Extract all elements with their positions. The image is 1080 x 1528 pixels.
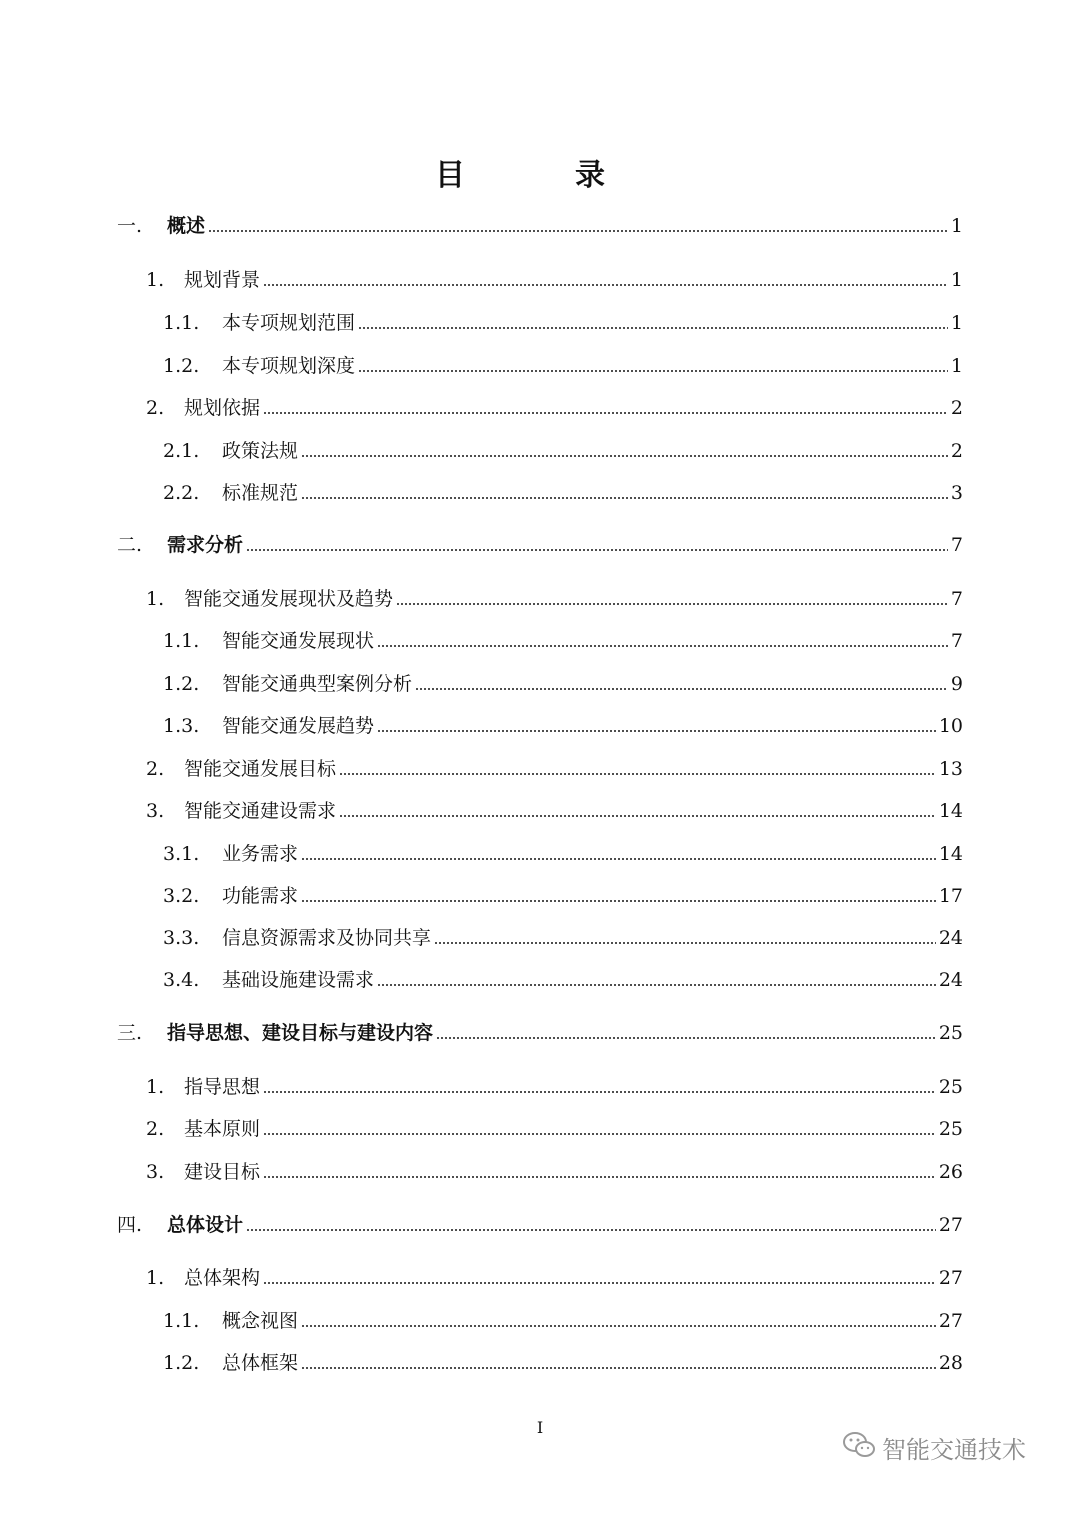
- toc-entry-page: 1: [950, 355, 963, 377]
- toc-entry[interactable]: [146, 1116, 963, 1142]
- toc-entry-number: 3.: [146, 800, 165, 822]
- toc-entry-label: 信息资源需求及协同共享: [222, 927, 432, 949]
- dot-leader: [377, 984, 936, 986]
- toc-entry-page: 2: [950, 397, 963, 419]
- toc-entry-number: 1.: [146, 269, 165, 291]
- toc-entry[interactable]: [163, 628, 963, 654]
- dot-leader: [415, 688, 948, 690]
- watermark: [842, 1430, 1026, 1465]
- dot-leader: [301, 455, 948, 457]
- dot-leader: [263, 412, 948, 414]
- toc-entry-label: 指导思想、建设目标与建设内容: [167, 1022, 434, 1044]
- dot-leader: [208, 230, 948, 232]
- dot-leader: [263, 1133, 936, 1135]
- toc-entry-label: 智能交通建设需求: [184, 800, 337, 822]
- toc-entry-number: 1.3.: [163, 715, 200, 737]
- toc-entry-label: 功能需求: [222, 885, 299, 907]
- toc-entry-number: 2.: [146, 758, 165, 780]
- toc-entry-page: 14: [938, 843, 963, 865]
- toc-entry-number: 三.: [117, 1022, 143, 1044]
- toc-entry-number: 一.: [117, 215, 143, 237]
- toc-entry-page: 10: [938, 715, 963, 737]
- toc-entry-label: 智能交通发展现状及趋势: [184, 588, 394, 610]
- toc-entry-page: 1: [950, 312, 963, 334]
- toc-entry-number: 3.1.: [163, 843, 200, 865]
- toc-entry-page: 3: [950, 482, 963, 504]
- toc-entry-number: 2.: [146, 1118, 165, 1140]
- wechat-icon: [842, 1431, 882, 1465]
- toc-entry-number: 1.: [146, 1076, 165, 1098]
- dot-leader: [434, 942, 936, 944]
- toc-entry[interactable]: [163, 925, 963, 951]
- toc-entry-page: 27: [938, 1310, 963, 1332]
- dot-leader: [339, 815, 936, 817]
- toc-entry-label: 基础设施建设需求: [222, 969, 375, 991]
- toc-entry-number: 3.3.: [163, 927, 200, 949]
- toc-entry[interactable]: [163, 713, 963, 739]
- toc-entry[interactable]: [146, 395, 963, 421]
- toc-entry-number: 2.1.: [163, 440, 200, 462]
- toc-entry[interactable]: [146, 1159, 963, 1185]
- toc-entry-number: 1.2.: [163, 1352, 200, 1374]
- toc-entry[interactable]: [146, 267, 963, 293]
- toc-entry-number: 2.2.: [163, 482, 200, 504]
- toc-entry[interactable]: [117, 1212, 963, 1238]
- toc-entry[interactable]: [163, 671, 963, 697]
- toc-entry[interactable]: [163, 1308, 963, 1334]
- dot-leader: [339, 773, 936, 775]
- toc-entry-label: 智能交通典型案例分析: [222, 673, 413, 695]
- toc-entry-label: 总体架构: [184, 1267, 261, 1289]
- toc-entry-label: 标准规范: [222, 482, 299, 504]
- toc-entry[interactable]: [146, 586, 963, 612]
- dot-leader: [263, 1282, 936, 1284]
- toc-entry-label: 规划背景: [184, 269, 261, 291]
- dot-leader: [377, 730, 936, 732]
- toc-entry-page: 9: [950, 673, 963, 695]
- toc-entry-page: 27: [938, 1214, 963, 1236]
- dot-leader: [263, 1091, 936, 1093]
- dot-leader: [358, 370, 948, 372]
- toc-entry-label: 需求分析: [167, 534, 244, 556]
- toc-entry[interactable]: [163, 438, 963, 464]
- toc-entry-number: 二.: [117, 534, 143, 556]
- toc-entry-label: 智能交通发展目标: [184, 758, 337, 780]
- toc-entry-page: 24: [938, 969, 963, 991]
- toc-entry-label: 总体框架: [222, 1352, 299, 1374]
- watermark-text: 智能交通技术: [882, 1436, 1026, 1464]
- toc-entry-number: 1.: [146, 1267, 165, 1289]
- toc-entry-page: 7: [950, 588, 963, 610]
- toc-entry-label: 智能交通发展现状: [222, 630, 375, 652]
- toc-entry[interactable]: [163, 480, 963, 506]
- toc-entry-page: 14: [938, 800, 963, 822]
- toc-entry[interactable]: [163, 1350, 963, 1376]
- toc-entry[interactable]: [146, 1265, 963, 1291]
- toc-entry-number: 2.: [146, 397, 165, 419]
- toc-entry-page: 17: [938, 885, 963, 907]
- toc-entry-label: 基本原则: [184, 1118, 261, 1140]
- toc-entry-page: 13: [938, 758, 963, 780]
- dot-leader: [301, 1367, 936, 1369]
- toc-entry-page: 7: [950, 630, 963, 652]
- dot-leader: [377, 645, 948, 647]
- toc-entry-label: 智能交通发展趋势: [222, 715, 375, 737]
- toc-entry-label: 政策法规: [222, 440, 299, 462]
- toc-entry-page: 26: [938, 1161, 963, 1183]
- toc-entry-number: 3.4.: [163, 969, 200, 991]
- toc-entry[interactable]: [163, 841, 963, 867]
- toc-entry-number: 1.1.: [163, 630, 200, 652]
- dot-leader: [263, 284, 948, 286]
- toc-entry[interactable]: [163, 310, 963, 336]
- toc-entry[interactable]: [117, 213, 963, 239]
- toc-entry-number: 1.1.: [163, 1310, 200, 1332]
- toc-entry[interactable]: [146, 756, 963, 782]
- toc-entry-number: 3.2.: [163, 885, 200, 907]
- toc-entry-number: 1.2.: [163, 673, 200, 695]
- toc-entry[interactable]: [163, 883, 963, 909]
- toc-entry[interactable]: [117, 1020, 963, 1046]
- toc-entry-page: 1: [950, 215, 963, 237]
- dot-leader: [301, 900, 936, 902]
- toc-title: 目 录: [435, 158, 645, 193]
- toc-entry-page: 25: [938, 1022, 963, 1044]
- toc-entry-label: 本专项规划深度: [222, 355, 356, 377]
- dot-leader: [301, 497, 948, 499]
- toc-entry-label: 本专项规划范围: [222, 312, 356, 334]
- dot-leader: [301, 1325, 936, 1327]
- toc-entry-page: 24: [938, 927, 963, 949]
- toc-entry[interactable]: [146, 1074, 963, 1100]
- dot-leader: [436, 1037, 936, 1039]
- dot-leader: [246, 1229, 936, 1231]
- toc-entry-page: 28: [938, 1352, 963, 1374]
- dot-leader: [246, 549, 948, 551]
- toc-entry-label: 概述: [167, 215, 206, 237]
- toc-entry-label: 总体设计: [167, 1214, 244, 1236]
- toc-entry-number: 3.: [146, 1161, 165, 1183]
- dot-leader: [396, 603, 948, 605]
- toc-entry-label: 概念视图: [222, 1310, 299, 1332]
- toc-entry-number: 1.2.: [163, 355, 200, 377]
- dot-leader: [301, 858, 936, 860]
- toc-entry[interactable]: [117, 532, 963, 558]
- toc-entry-number: 四.: [117, 1214, 143, 1236]
- toc-entry-label: 建设目标: [184, 1161, 261, 1183]
- toc-entry-label: 指导思想: [184, 1076, 261, 1098]
- toc-entry[interactable]: [163, 353, 963, 379]
- toc-entry-page: 2: [950, 440, 963, 462]
- dot-leader: [358, 327, 948, 329]
- toc-entry-label: 规划依据: [184, 397, 261, 419]
- toc-entry-number: 1.1.: [163, 312, 200, 334]
- toc-entry-page: 25: [938, 1076, 963, 1098]
- toc-entry-page: 1: [950, 269, 963, 291]
- toc-entry-number: 1.: [146, 588, 165, 610]
- toc-entry-page: 25: [938, 1118, 963, 1140]
- toc-entry-label: 业务需求: [222, 843, 299, 865]
- toc-entry-page: 27: [938, 1267, 963, 1289]
- toc-entry[interactable]: [163, 967, 963, 993]
- toc-entry-page: 7: [950, 534, 963, 556]
- page-number: I: [536, 1418, 544, 1437]
- toc-entry[interactable]: [146, 798, 963, 824]
- dot-leader: [263, 1176, 936, 1178]
